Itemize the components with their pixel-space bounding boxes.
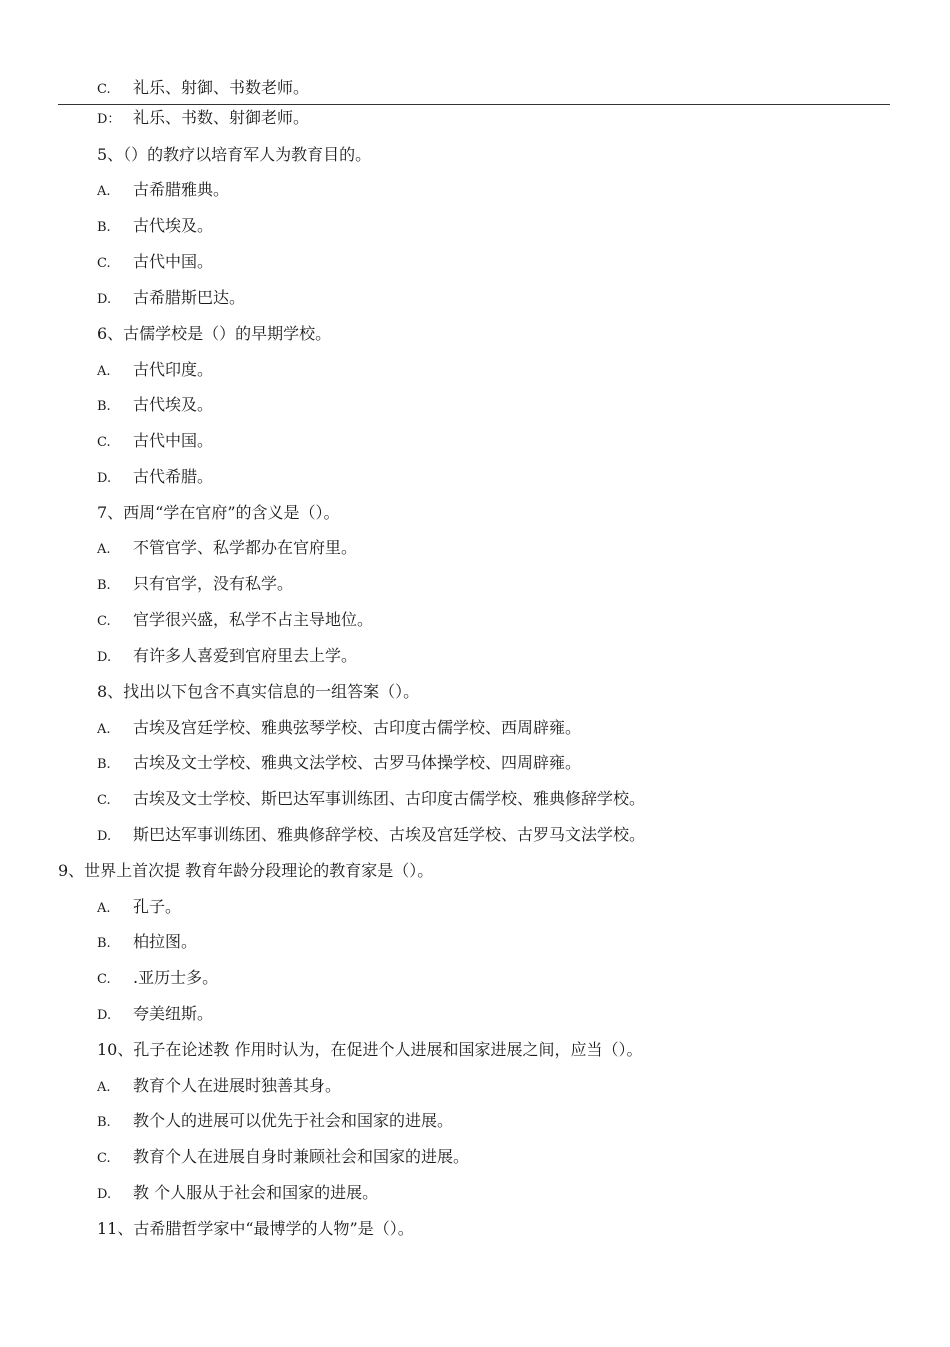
option-text: 教育个人在进展时独善其身。 bbox=[133, 1076, 342, 1095]
answer-option bbox=[97, 753, 581, 775]
answer-option bbox=[97, 538, 357, 560]
option-letter: C. bbox=[97, 256, 111, 271]
option-text: 古埃及文士学校、斯巴达军事训练团、古印度古儒学校、雅典修辞学校。 bbox=[133, 789, 646, 808]
answer-option bbox=[97, 1076, 341, 1098]
option-letter: A. bbox=[97, 364, 111, 379]
answer-option bbox=[97, 897, 181, 919]
answer-option bbox=[97, 968, 218, 990]
answer-option bbox=[97, 932, 197, 954]
question-stem: 8、找出以下包含不真实信息的一组答案（）。 bbox=[97, 682, 420, 701]
option-text: 古埃及文士学校、雅典文法学校、古罗马体操学校、四周辟雍。 bbox=[133, 753, 582, 772]
option-letter: A. bbox=[97, 542, 111, 557]
option-letter: D. bbox=[97, 1187, 112, 1202]
answer-option bbox=[97, 180, 229, 202]
option-letter: B. bbox=[97, 220, 111, 235]
answer-option bbox=[97, 288, 245, 310]
option-text: 古代埃及。 bbox=[133, 395, 214, 414]
option-letter: B. bbox=[97, 578, 111, 593]
option-text: 有许多人喜爱到官府里去上学。 bbox=[133, 646, 358, 665]
answer-option bbox=[97, 789, 645, 811]
answer-option bbox=[97, 216, 213, 238]
answer-option bbox=[97, 395, 213, 417]
answer-option bbox=[97, 574, 293, 596]
answer-option bbox=[97, 108, 309, 130]
question-stem: 7、西周“学在官府”的含义是（）。 bbox=[97, 503, 340, 522]
option-text: 教 个人服从于社会和国家的进展。 bbox=[133, 1183, 379, 1202]
option-text: 古代埃及。 bbox=[133, 216, 214, 235]
option-text: 不管官学、私学都办在官府里。 bbox=[133, 538, 358, 557]
option-text: 古埃及宫廷学校、雅典弦琴学校、古印度古儒学校、西周辟雍。 bbox=[133, 718, 582, 737]
answer-option bbox=[97, 610, 373, 632]
question-stem: 6、古儒学校是（）的早期学校。 bbox=[97, 324, 332, 343]
answer-option bbox=[97, 646, 357, 668]
option-letter: C. bbox=[97, 793, 111, 808]
answer-option bbox=[97, 1147, 469, 1169]
option-text: 官学很兴盛，私学不占主导地位。 bbox=[133, 610, 374, 629]
option-text: 古代中国。 bbox=[133, 252, 214, 271]
option-text: 教育个人在进展自身时兼顾社会和国家的进展。 bbox=[133, 1147, 470, 1166]
option-text: 只有官学，没有私学。 bbox=[133, 574, 294, 593]
answer-option bbox=[97, 252, 213, 274]
option-letter: A. bbox=[97, 722, 111, 737]
option-text: 古代中国。 bbox=[133, 431, 214, 450]
option-letter: B. bbox=[97, 1115, 111, 1130]
option-letter: B. bbox=[97, 399, 111, 414]
option-letter: B. bbox=[97, 757, 111, 772]
answer-option bbox=[97, 718, 581, 740]
option-letter: C. bbox=[97, 614, 111, 629]
option-text: 礼乐、书数、射御老师。 bbox=[133, 108, 310, 127]
option-text: 古代印度。 bbox=[133, 360, 214, 379]
option-text: 古希腊斯巴达。 bbox=[133, 288, 246, 307]
option-letter: C. bbox=[97, 435, 111, 450]
option-text: 古代希腊。 bbox=[133, 467, 214, 486]
option-letter: C. bbox=[97, 972, 111, 987]
option-letter: D. bbox=[97, 292, 112, 307]
option-letter: D. bbox=[97, 650, 112, 665]
answer-option bbox=[97, 467, 213, 489]
option-letter: A. bbox=[97, 901, 111, 916]
option-letter: D： bbox=[97, 112, 121, 127]
option-letter: D. bbox=[97, 471, 112, 486]
option-text: 孔子。 bbox=[133, 897, 182, 916]
option-text: 柏拉图。 bbox=[133, 932, 198, 951]
option-text: 夸美纽斯。 bbox=[133, 1004, 214, 1023]
question-stem: 11、古希腊哲学家中“最博学的人物”是（）。 bbox=[97, 1219, 414, 1238]
option-letter: D. bbox=[97, 829, 112, 844]
answer-option bbox=[97, 78, 309, 100]
option-text: 古希腊雅典。 bbox=[133, 180, 230, 199]
option-letter: D. bbox=[97, 1008, 112, 1023]
question-stem: 5、（）的教疗以培育军人为教育目的。 bbox=[97, 145, 372, 164]
answer-option bbox=[97, 431, 213, 453]
answer-option bbox=[97, 1004, 213, 1026]
option-text: 教个人的进展可以优先于社会和国家的进展。 bbox=[133, 1111, 454, 1130]
header-rule bbox=[58, 104, 890, 105]
option-text: 礼乐、射御、书数老师。 bbox=[133, 78, 310, 97]
question-stem: 10、孔子在论述教 作用时认为，在促进个人进展和国家进展之间，应当（）。 bbox=[97, 1040, 643, 1059]
answer-option bbox=[97, 825, 645, 847]
option-letter: C. bbox=[97, 82, 111, 97]
question-stem: 9、世界上首次提 教育年龄分段理论的教育家是（）。 bbox=[58, 861, 434, 880]
option-text: 斯巴达军事训练团、雅典修辞学校、古埃及宫廷学校、古罗马文法学校。 bbox=[133, 825, 646, 844]
answer-option bbox=[97, 360, 213, 382]
option-text: .亚历士多。 bbox=[133, 968, 219, 987]
option-letter: C. bbox=[97, 1151, 111, 1166]
option-letter: B. bbox=[97, 936, 111, 951]
option-letter: A. bbox=[97, 1080, 111, 1095]
answer-option bbox=[97, 1111, 453, 1133]
option-letter: A. bbox=[97, 184, 111, 199]
answer-option bbox=[97, 1183, 378, 1205]
